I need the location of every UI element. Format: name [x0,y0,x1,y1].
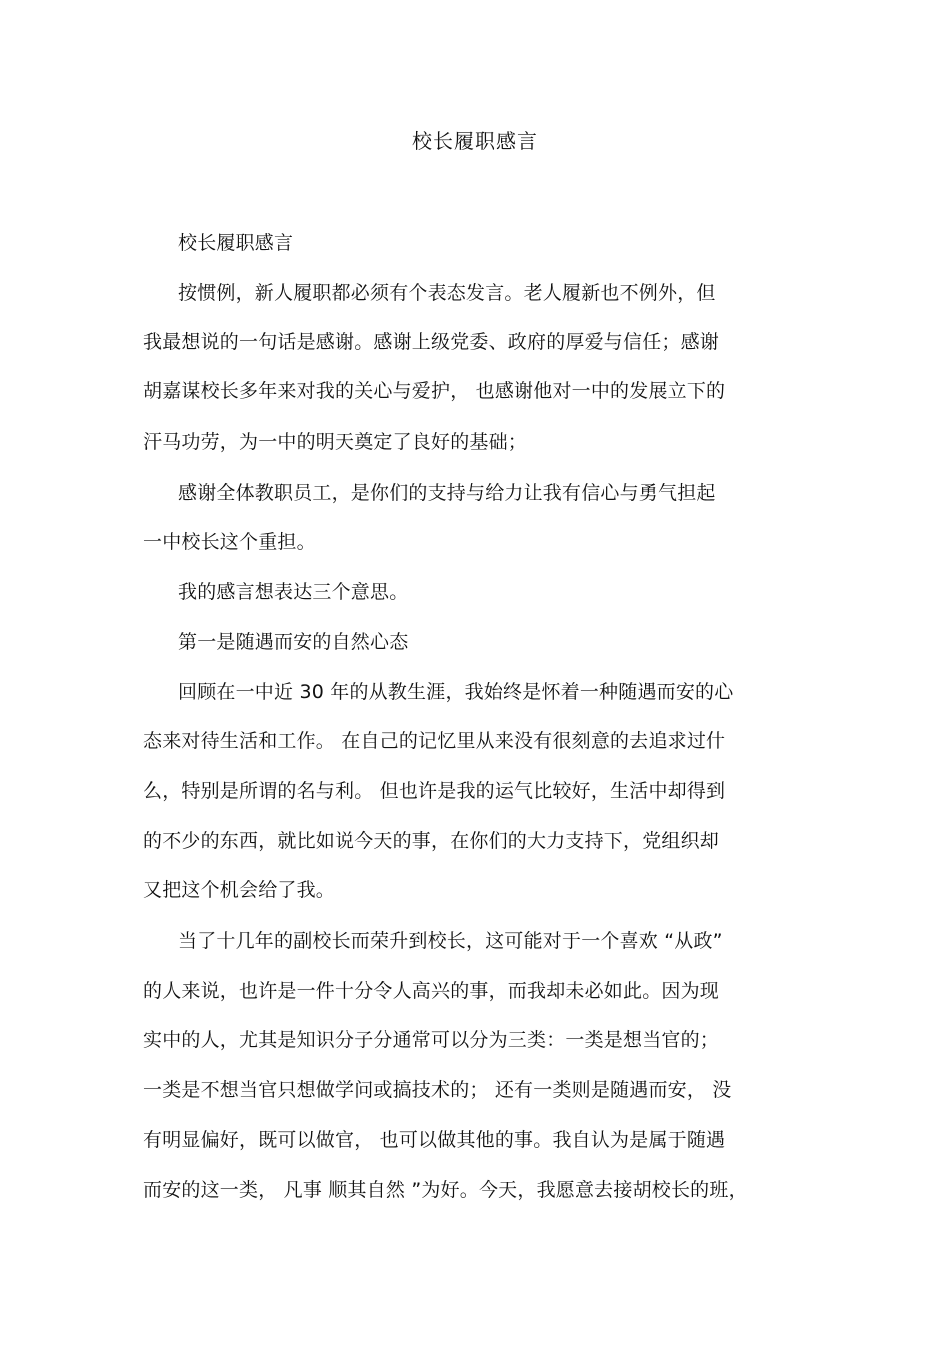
paragraph-line: 有明显偏好，既可以做官， 也可以做其他的事。我自认为是属于随遇 [143,1129,726,1151]
section-heading: 校长履职感言 [178,232,294,254]
paragraph-line: 实中的人，尤其是知识分子分通常可以分为三类：一类是想当官的； [143,1029,720,1051]
paragraph-line: 而安的这一类， 凡事 顺其自然 ”为好。今天，我愿意去接胡校长的班， [143,1179,748,1201]
paragraph-line: 的人来说，也许是一件十分令人高兴的事，而我却未必如此。因为现 [143,980,720,1002]
paragraph-line: 一中校长这个重担。 [143,531,316,553]
paragraph-line: 感谢全体教职员工，是你们的支持与给力让我有信心与勇气担起 [178,482,716,504]
paragraph-line: 我最想说的一句话是感谢。感谢上级党委、政府的厚爱与信任；感谢 [143,331,720,353]
paragraph-line: 的不少的东西，就比如说今天的事，在你们的大力支持下，党组织却 [143,830,720,852]
paragraph-line: 一类是不想当官只想做学问或搞技术的； 还有一类则是随遇而安， 没 [143,1079,732,1101]
paragraph-line: 当了十几年的副校长而荣升到校长，这可能对于一个喜欢 “从政” [178,930,723,952]
document-title: 校长履职感言 [412,129,538,153]
paragraph-line: 汗马功劳，为一中的明天奠定了良好的基础； [143,431,528,453]
paragraph-line: 态来对待生活和工作。 在自己的记忆里从来没有很刻意的去追求过什 [143,730,726,752]
paragraph-line: 我的感言想表达三个意思。 [178,581,409,603]
paragraph-line: 回顾在一中近 30 年的从教生涯，我始终是怀着一种随遇而安的心 [178,681,734,703]
paragraph-line: 胡嘉谋校长多年来对我的关心与爱护， 也感谢他对一中的发展立下的 [143,380,726,402]
paragraph-line: 又把这个机会给了我。 [143,879,336,901]
paragraph-line: 按惯例，新人履职都必须有个表态发言。老人履新也不例外，但 [178,282,716,304]
paragraph-line: 么，特别是所谓的名与利。 但也许是我的运气比较好，生活中却得到 [143,780,726,802]
subheading-line: 第一是随遇而安的自然心态 [178,631,409,653]
